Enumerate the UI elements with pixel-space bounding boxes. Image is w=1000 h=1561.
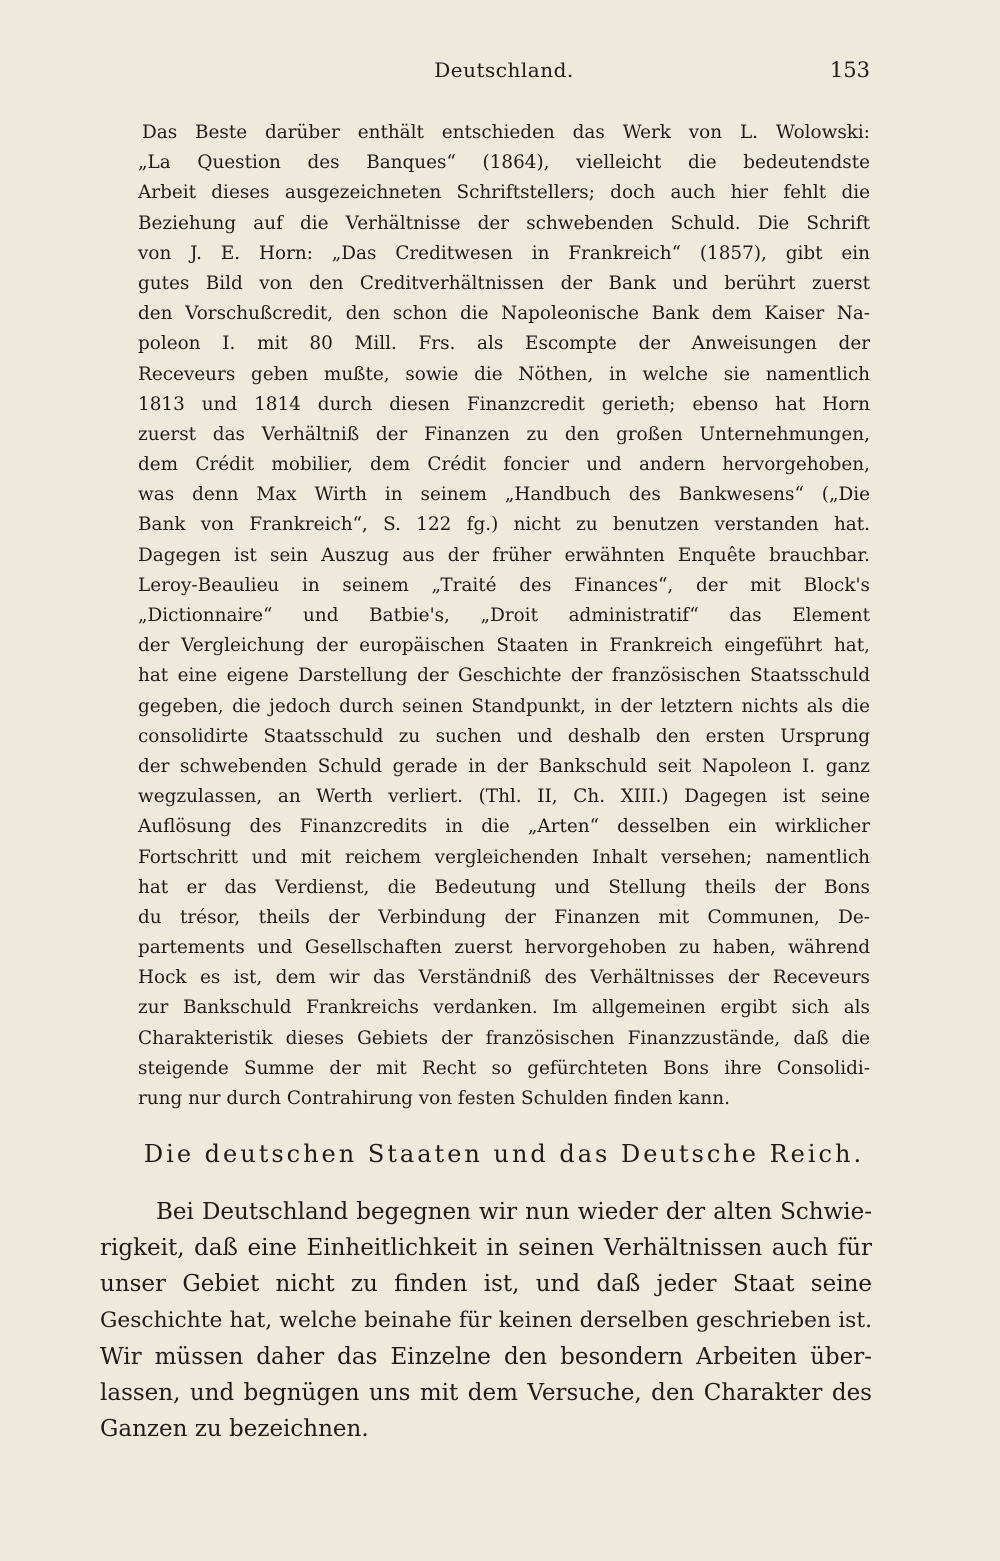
text-line: Auflösung des Finanzcredits in die „Arten“ desselben ein wirklicher — [138, 816, 870, 838]
text-line: hat eine eigene Darstellung der Geschichte der französischen Staatsschuld — [138, 665, 870, 687]
text-line: Bei Deutschland begegnen wir nun wieder der alten Schwie- — [156, 1199, 872, 1225]
text-line: Arbeit dieses ausgezeichneten Schriftstellers; doch auch hier fehlt die — [138, 182, 870, 204]
text-line: Leroy-Beaulieu in seinem „Traité des Finances“, der mit Block's — [138, 574, 870, 596]
text-line: „La Question des Banques“ (1864), vielleicht die bedeutendste — [138, 152, 870, 174]
text-line: unser Gebiet nicht zu finden ist, und daß jeder Staat seine — [100, 1271, 872, 1298]
text-line: rung nur durch Contrahirung von festen Schulden finden kann. — [138, 1088, 730, 1109]
text-line: poleon I. mit 80 Mill. Frs. als Escompte der Anweisungen der — [138, 333, 870, 355]
text-line: zur Bankschuld Frankreichs verdanken. Im allgemeinen ergibt sich als — [138, 997, 870, 1019]
text-line: Charakteristik dieses Gebiets der französischen Finanzzustände, daß die — [138, 1027, 870, 1049]
text-line: wegzulassen, an Werth verliert. (Thl. II, Ch. XIII.) Dagegen ist seine — [138, 786, 870, 808]
text-line: Receveurs geben mußte, sowie die Nöthen, in welche sie namentlich — [138, 363, 870, 385]
text-line: Hock es ist, dem wir das Verständniß des Verhältnisses der Receveurs — [138, 967, 870, 989]
page-number: 153 — [829, 58, 870, 82]
text-line: consolidirte Staatsschuld zu suchen und deshalb den ersten Ursprung — [138, 725, 870, 747]
text-line: „Dictionnaire“ und Batbie's, „Droit administratif“ das Element — [138, 605, 870, 626]
text-line: Dagegen ist sein Auszug aus der früher erwähnten Enquête brauchbar. — [138, 544, 870, 566]
paragraph-literature-review — [138, 118, 870, 1114]
text-line: hat er das Verdienst, die Bedeutung und Stellung theils der Bons — [138, 876, 870, 898]
text-line: 1813 und 1814 durch diesen Finanzcredit gerieth; ebenso hat Horn — [138, 393, 870, 415]
text-line: der schwebenden Schuld gerade in der Bankschuld seit Napoleon I. ganz — [138, 755, 870, 777]
text-line: Bank von Frankreich“, S. 122 fg.) nicht zu benutzen verstanden hat. — [138, 514, 870, 536]
page-header — [138, 58, 870, 90]
running-title: Deutschland. — [434, 58, 574, 82]
text-line: was denn Max Wirth in seinem „Handbuch des Bankwesens“ („Die — [138, 484, 870, 506]
text-line: Das Beste darüber enthält entschieden das Werk von L. Wolowski: — [142, 122, 870, 143]
text-line: der Vergleichung der europäischen Staaten in Frankreich eingeführt hat, — [138, 635, 870, 657]
text-line: gutes Bild von den Creditverhältnissen der Bank und berührt zuerst — [138, 272, 870, 294]
text-line: Fortschritt und mit reichem vergleichenden Inhalt versehen; namentlich — [138, 846, 870, 868]
text-line: Geschichte hat, welche beinahe für keinen derselben geschrieben ist. — [100, 1307, 872, 1333]
text-line: gegeben, die jedoch durch seinen Standpunkt, in der letztern nichts als die — [138, 695, 870, 717]
text-line: Ganzen zu bezeichnen. — [100, 1416, 369, 1443]
text-line: partements und Gesellschaften zuerst hervorgehoben zu haben, während — [138, 937, 870, 959]
text-line: den Vorschußcredit, den schon die Napoleonische Bank dem Kaiser Na- — [138, 303, 870, 325]
text-line: Wir müssen daher das Einzelne den besondern Arbeiten über- — [100, 1343, 872, 1370]
text-line: rigkeit, daß eine Einheitlichkeit in seinen Verhältnissen auch für — [100, 1235, 872, 1262]
text-line: von J. E. Horn: „Das Creditwesen in Frankreich“ (1857), gibt ein — [138, 242, 870, 264]
text-line: zuerst das Verhältniß der Finanzen zu den großen Unternehmungen, — [138, 423, 870, 445]
section-heading: Die deutschen Staaten und das Deutsche Reich. — [143, 1140, 865, 1168]
text-line: steigende Summe der mit Recht so gefürchteten Bons ihre Consolidi- — [138, 1057, 870, 1079]
text-line: dem Crédit mobilier, dem Crédit foncier und andern hervorgehoben, — [138, 454, 870, 476]
text-line: du trésor, theils der Verbindung der Finanzen mit Communen, De- — [138, 906, 870, 928]
text-line: lassen, und begnügen uns mit dem Versuche, den Charakter des — [100, 1379, 872, 1406]
paragraph-germany-intro — [100, 1194, 872, 1447]
text-line: Beziehung auf die Verhältnisse der schwebenden Schuld. Die Schrift — [138, 212, 870, 234]
